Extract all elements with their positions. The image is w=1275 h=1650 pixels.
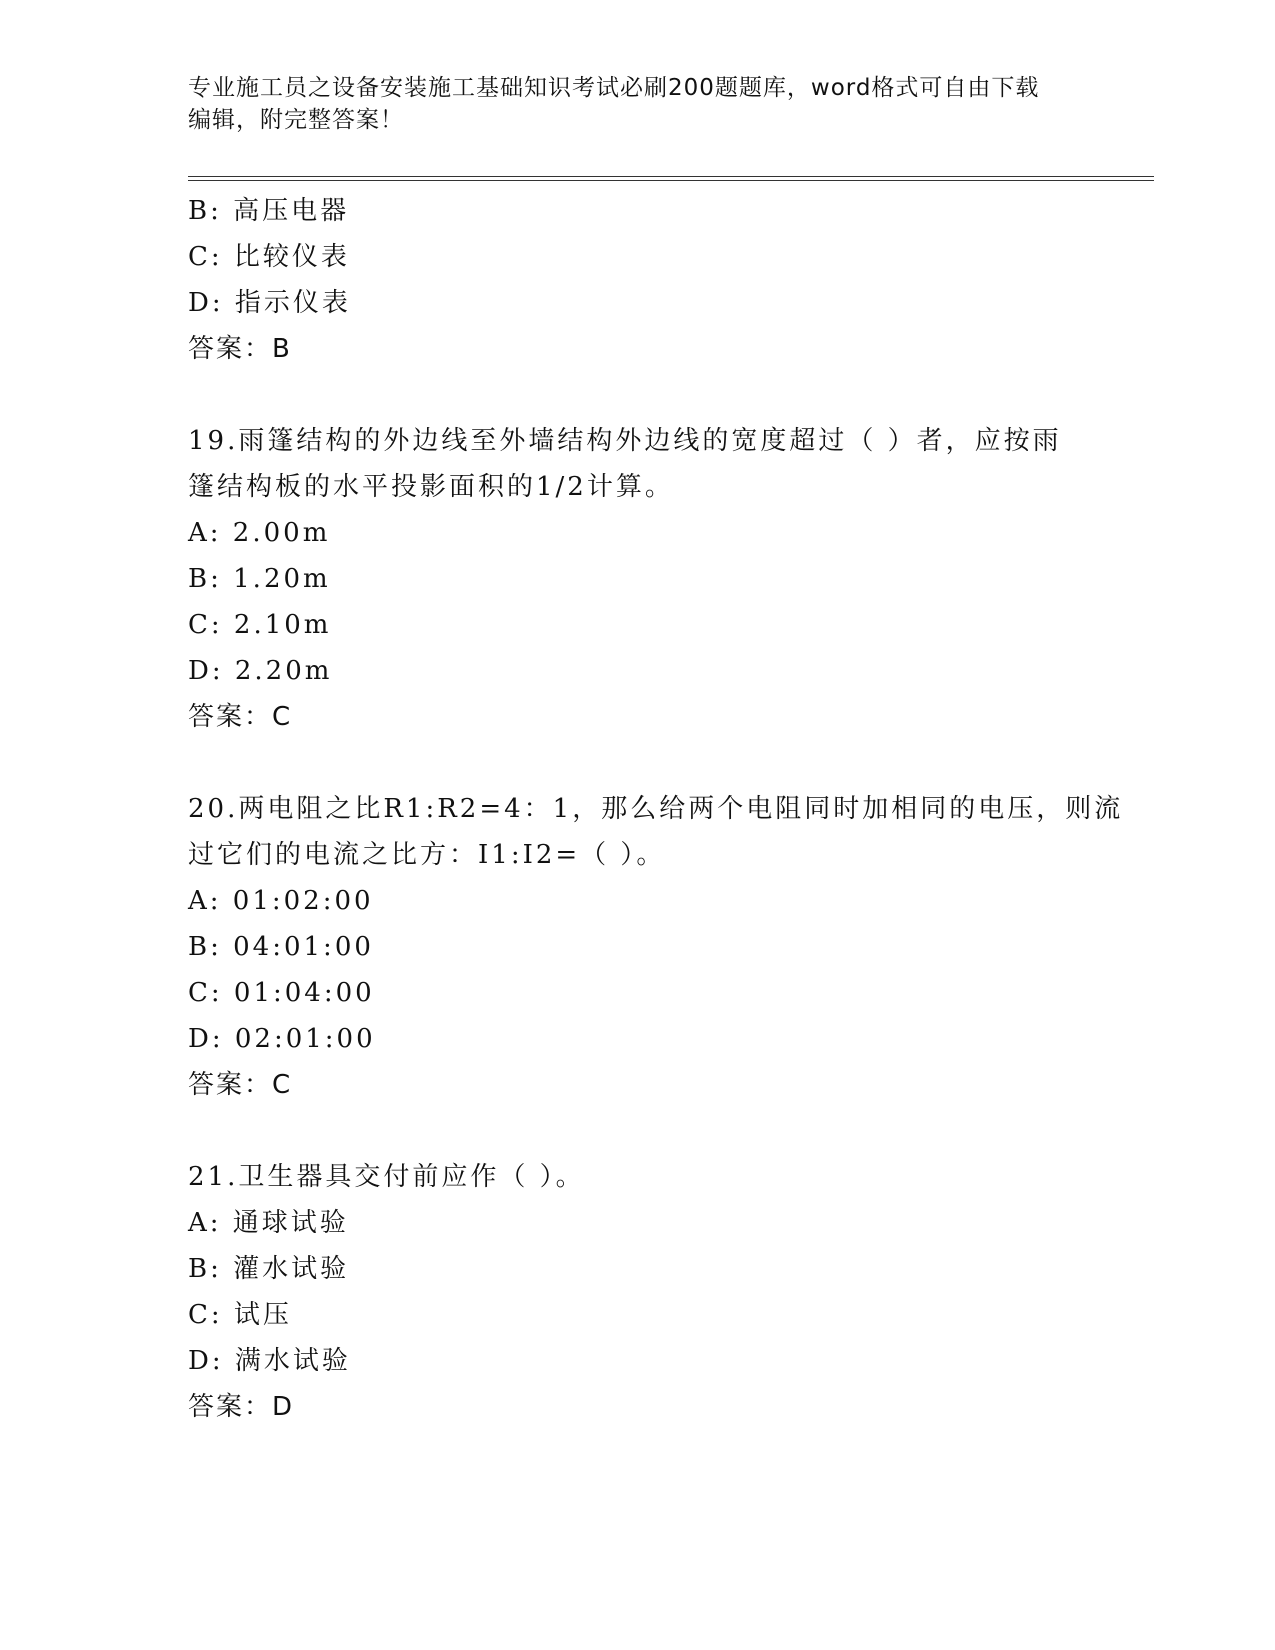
option-c: C: 2.10m (188, 610, 332, 640)
header-line-2: 编辑，附完整答案！ (188, 107, 404, 133)
content-body (188, 188, 1124, 1430)
question-19 (188, 418, 1088, 740)
question-21 (188, 1154, 1088, 1430)
question-text-line-2: 篷结构板的水平投影面积的1/2计算。 (188, 472, 674, 502)
answer: 答案：C (188, 1070, 293, 1100)
question-text-line-2: 过它们的电流之比方：I1:I2=（ ）。 (188, 840, 666, 870)
question-text-line-1: 20.两电阻之比R1:R2=4：1，那么给两个电阻同时加相同的电压，则流 (188, 794, 1124, 824)
option-a: A: 2.00m (188, 518, 331, 548)
question-text-line-1: 19.雨篷结构的外边线至外墙结构外边线的宽度超过（ ）者，应按雨 (188, 426, 1062, 456)
option-a: A: 通球试验 (188, 1208, 349, 1238)
option-d: D: 2.20m (188, 656, 333, 686)
page-header (188, 72, 1108, 136)
question-20 (188, 786, 1124, 1108)
question-text-line-1: 21.卫生器具交付前应作（ ）。 (188, 1162, 585, 1192)
option-b: B: 04:01:00 (188, 932, 374, 962)
question-18-continued (188, 188, 1088, 372)
option-b: B: 1.20m (188, 564, 331, 594)
header-divider (188, 176, 1154, 181)
option-b: B: 灌水试验 (188, 1254, 350, 1284)
option-b: B: 高压电器 (188, 196, 350, 226)
option-d: D: 02:01:00 (188, 1024, 376, 1054)
answer: 答案：C (188, 702, 293, 732)
header-line-1: 专业施工员之设备安装施工基础知识考试必刷200题题库，word格式可自由下载 (188, 75, 1040, 101)
option-a: A: 01:02:00 (188, 886, 374, 916)
answer: 答案：B (188, 334, 292, 364)
option-c: C: 试压 (188, 1300, 292, 1330)
option-c: C: 01:04:00 (188, 978, 375, 1008)
option-d: D: 满水试验 (188, 1346, 351, 1376)
option-c: C: 比较仪表 (188, 242, 350, 272)
answer: 答案：D (188, 1392, 295, 1422)
option-d: D: 指示仪表 (188, 288, 351, 318)
